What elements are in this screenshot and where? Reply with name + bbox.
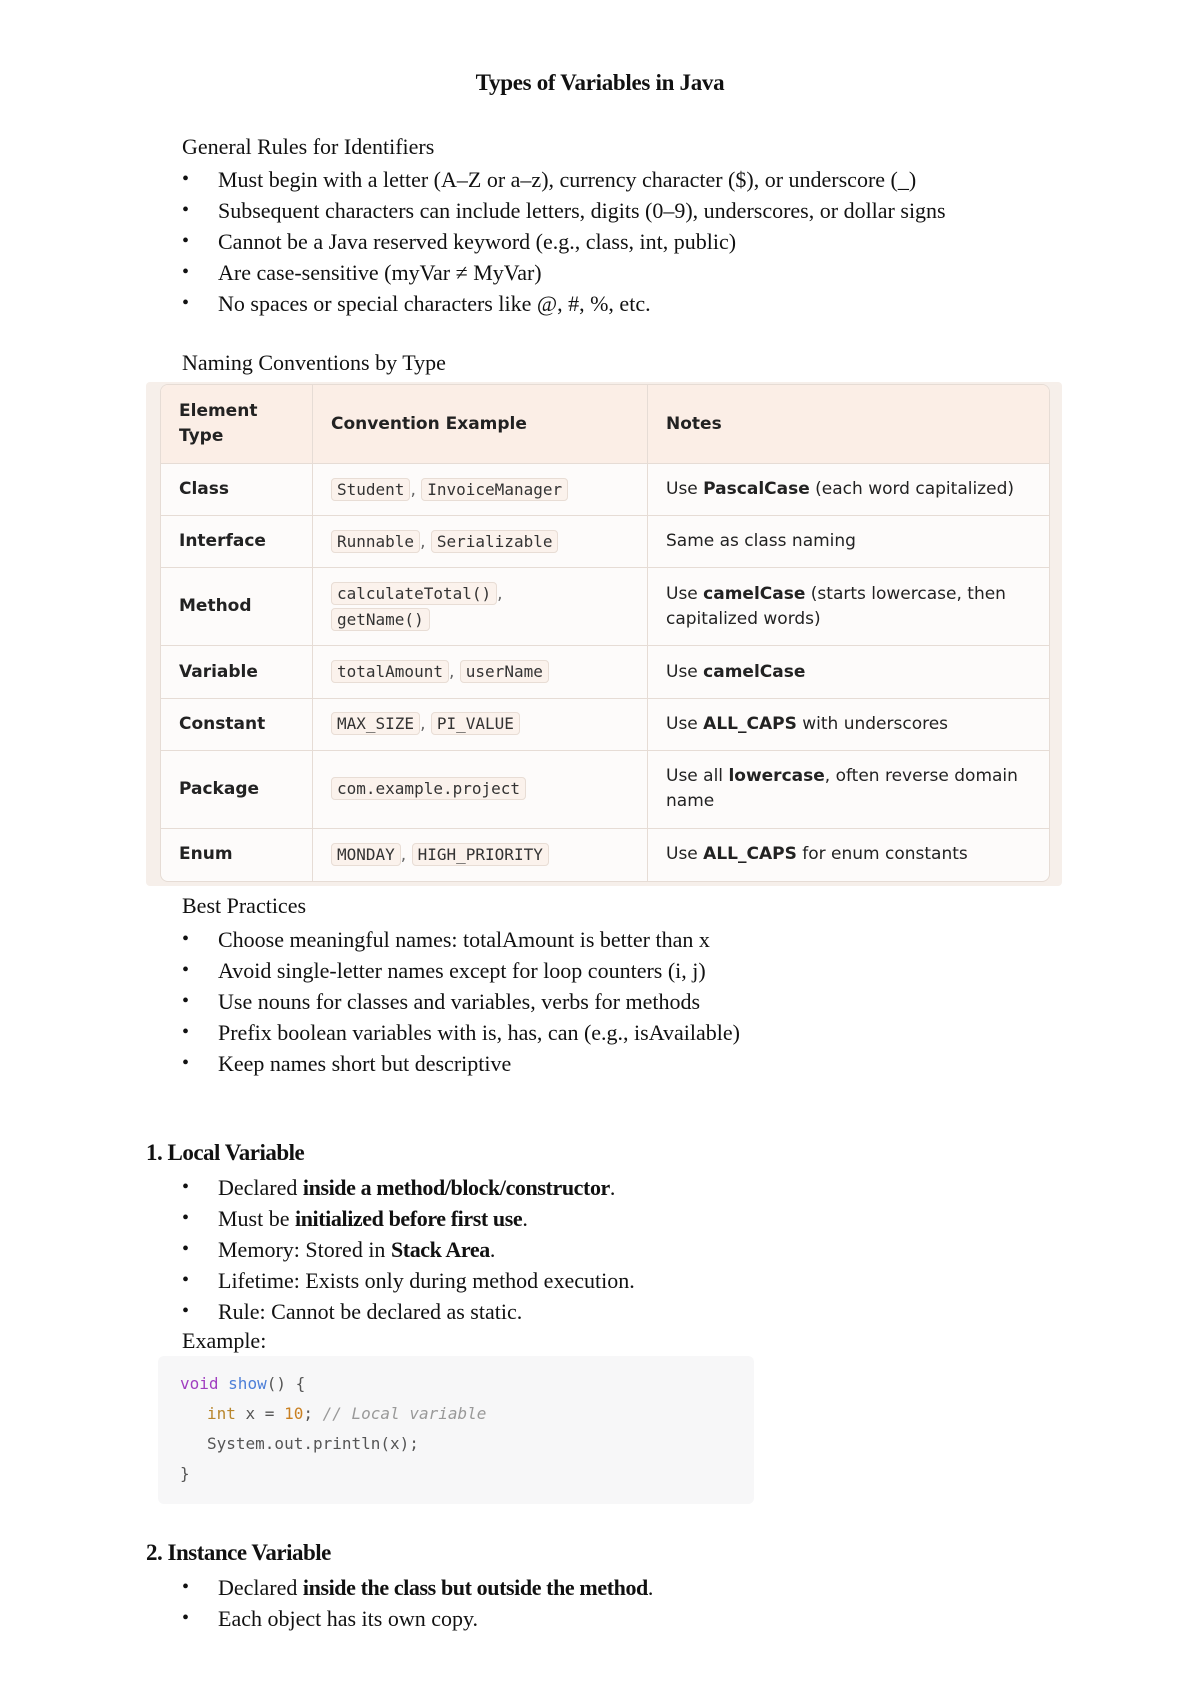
element-type-cell: Variable	[161, 646, 313, 698]
notes-cell: Use ALL_CAPS with underscores	[648, 699, 1049, 751]
code-block	[158, 1356, 754, 1504]
notes-cell: Use PascalCase (each word capitalized)	[648, 464, 1049, 516]
code-example: MONDAY	[331, 843, 401, 866]
naming-table-container	[146, 382, 1062, 886]
table-row	[161, 568, 1049, 646]
instance-variable-list	[182, 1572, 653, 1634]
code-example: MAX_SIZE	[331, 712, 420, 735]
code-example: Serializable	[431, 530, 559, 553]
table-row	[161, 699, 1049, 751]
list-item: • Avoid single-letter names except for loop counters (i, j)	[182, 955, 740, 986]
list-item: • Keep names short but descriptive	[182, 1048, 740, 1079]
list-item: • Lifetime: Exists only during method execution.	[182, 1265, 635, 1296]
code-line: int x = 10; // Local variable	[207, 1404, 487, 1423]
list-item: • No spaces or special characters like @, #, %, etc.	[182, 288, 946, 319]
code-example: calculateTotal()	[331, 582, 497, 605]
code-example: userName	[460, 660, 549, 683]
list-item: • Declared inside a method/block/constructor.	[182, 1172, 635, 1203]
instance-variable-heading: 2. Instance Variable	[146, 1540, 331, 1565]
code-example: com.example.project	[331, 777, 526, 800]
list-item: • Must be initialized before first use.	[182, 1203, 635, 1234]
example-cell: Runnable , Serializable	[313, 516, 648, 568]
code-example: getName()	[331, 608, 430, 631]
list-item: • Memory: Stored in Stack Area.	[182, 1234, 635, 1265]
code-example: HIGH_PRIORITY	[412, 843, 549, 866]
example-cell: calculateTotal() , getName()	[313, 568, 648, 646]
notes-cell: Use ALL_CAPS for enum constants	[666, 844, 968, 865]
example-cell: MONDAY , HIGH_PRIORITY	[313, 829, 648, 881]
column-header: Notes	[648, 385, 1049, 464]
table-row	[161, 464, 1049, 516]
list-item: • Subsequent characters can include letters, digits (0–9), underscores, or dollar signs	[182, 195, 946, 226]
local-variable-heading: 1. Local Variable	[146, 1140, 305, 1165]
general-rules-list	[182, 164, 946, 319]
element-type-cell: Class	[161, 464, 313, 516]
naming-heading: Naming Conventions by Type	[182, 350, 446, 375]
table-row	[161, 829, 1049, 881]
code-line: }	[180, 1464, 190, 1483]
column-header: Convention Example	[313, 385, 648, 464]
example-cell: MAX_SIZE , PI_VALUE	[313, 699, 648, 751]
example-cell: Student , InvoiceManager	[313, 464, 648, 516]
code-example: Student	[331, 478, 410, 501]
page-title: Types of Variables in Java	[475, 70, 725, 95]
code-line: System.out.println(x);	[207, 1434, 419, 1453]
list-item: • Cannot be a Java reserved keyword (e.g., class, int, public)	[182, 226, 946, 257]
code-example: totalAmount	[331, 660, 449, 683]
code-example: Runnable	[331, 530, 420, 553]
list-item: • Must begin with a letter (A–Z or a–z), currency character ($), or underscore (_)	[182, 164, 946, 195]
element-type-cell: Interface	[161, 516, 313, 568]
element-type-cell: Enum	[161, 829, 313, 881]
list-item: • Each object has its own copy.	[182, 1603, 653, 1634]
naming-conventions-table	[160, 384, 1050, 882]
general-rules-heading: General Rules for Identifiers	[182, 134, 435, 159]
element-type-cell: Constant	[161, 699, 313, 751]
notes-cell: Use camelCase (starts lowercase, then capitalized words)	[648, 568, 1049, 646]
example-cell	[313, 751, 648, 829]
notes-cell: Same as class naming	[648, 516, 1049, 568]
best-practices-heading: Best Practices	[182, 893, 307, 918]
list-item: • Use nouns for classes and variables, verbs for methods	[182, 986, 740, 1017]
list-item: • Declared inside the class but outside the method.	[182, 1572, 653, 1603]
code-example: InvoiceManager	[421, 478, 568, 501]
table-header-row	[161, 385, 1049, 464]
element-type-cell: Method	[161, 568, 313, 646]
notes-cell: Use camelCase	[648, 646, 1049, 698]
list-item: • Choose meaningful names: totalAmount is better than x	[182, 924, 740, 955]
local-variable-list	[182, 1172, 635, 1327]
best-practices-list	[182, 924, 740, 1079]
column-header: Element Type	[161, 385, 313, 464]
table-row	[161, 751, 1049, 829]
example-label: Example:	[182, 1328, 267, 1353]
example-cell: totalAmount , userName	[313, 646, 648, 698]
table-row	[161, 646, 1049, 698]
list-item: • Prefix boolean variables with is, has, can (e.g., isAvailable)	[182, 1017, 740, 1048]
code-line: void show() {	[180, 1374, 306, 1393]
list-item: • Are case-sensitive (myVar ≠ MyVar)	[182, 257, 946, 288]
list-item: • Rule: Cannot be declared as static.	[182, 1296, 635, 1327]
notes-cell: Use all lowercase, often reverse domain name	[648, 751, 1049, 829]
element-type-cell: Package	[161, 751, 313, 829]
code-example: PI_VALUE	[431, 712, 520, 735]
table-row	[161, 516, 1049, 568]
